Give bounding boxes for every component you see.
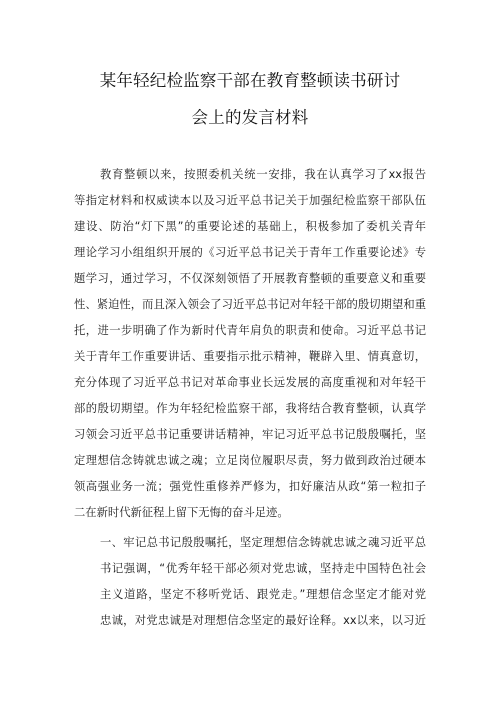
document-title-line-2: 会上的发言材料 [191,108,309,127]
paragraph-line: 理论学习小组组织开展的《习近平总书记关于青年工作重要论述》专 [74,246,426,259]
paragraph-line: 关于青年工作重要讲话、重要指示批示精神，鞭辟入里、情真意切， [74,350,426,363]
paragraph-line: 性、紧迫性，而且深入领会了习近平总书记对年轻干部的殷切期望和重 [74,298,426,311]
paragraph-line: 教育整顿以来，按照委机关统一安排，我在认真学习了xx报告 [100,168,426,181]
document-title-line-1: 某年轻纪检监察干部在教育整顿读书研讨 [99,71,401,90]
paragraph-line: 习领会习近平总书记重要讲话精神，牢记习近平总书记殷殷嘱托，坚 [74,428,426,441]
paragraph-line: 二在新时代新征程上留下无悔的奋斗足迹。 [74,506,289,519]
paragraph-line: 书记强调，“优秀年轻干部必须对党忠诚，坚持走中国特色社会 [100,562,426,575]
paragraph-line: 题学习，通过学习，不仅深刻领悟了开展教育整顿的重要意义和重要 [74,272,426,285]
paragraph-line: 忠诚，对党忠诚是对理想信念坚定的最好诠释。xx以来，以习近 [100,614,426,627]
paragraph-line: 定理想信念铸就忠诚之魂；立足岗位履职尽责，努力做到政治过硬本 [74,454,426,467]
paragraph-line: 托，进一步明确了作为新时代青年肩负的职责和使命。习近平总书记 [74,324,426,337]
paragraph-line: 一、牢记总书记殷殷嘱托，坚定理想信念铸就忠诚之魂习近平总 [100,536,426,549]
paragraph-line: 充分体现了习近平总书记对革命事业长远发展的高度重视和对年轻干 [74,376,426,389]
paragraph-line: 建设、防治“灯下黑”的重要论述的基础上，积极参加了委机关青年 [74,220,426,233]
paragraph-line: 主义道路，坚定不移听党话、跟党走。”理想信念坚定才能对党 [100,588,426,601]
paragraph-line: 领高强业务一流；强党性重修养严修为，扣好廉洁从政“第一粒扣子 [74,480,426,493]
paragraph-line: 等指定材料和权威读本以及习近平总书记关于加强纪检监察干部队伍 [74,194,426,207]
paragraph-line: 部的殷切期望。作为年轻纪检监察干部，我将结合教育整顿，认真学 [74,402,426,415]
